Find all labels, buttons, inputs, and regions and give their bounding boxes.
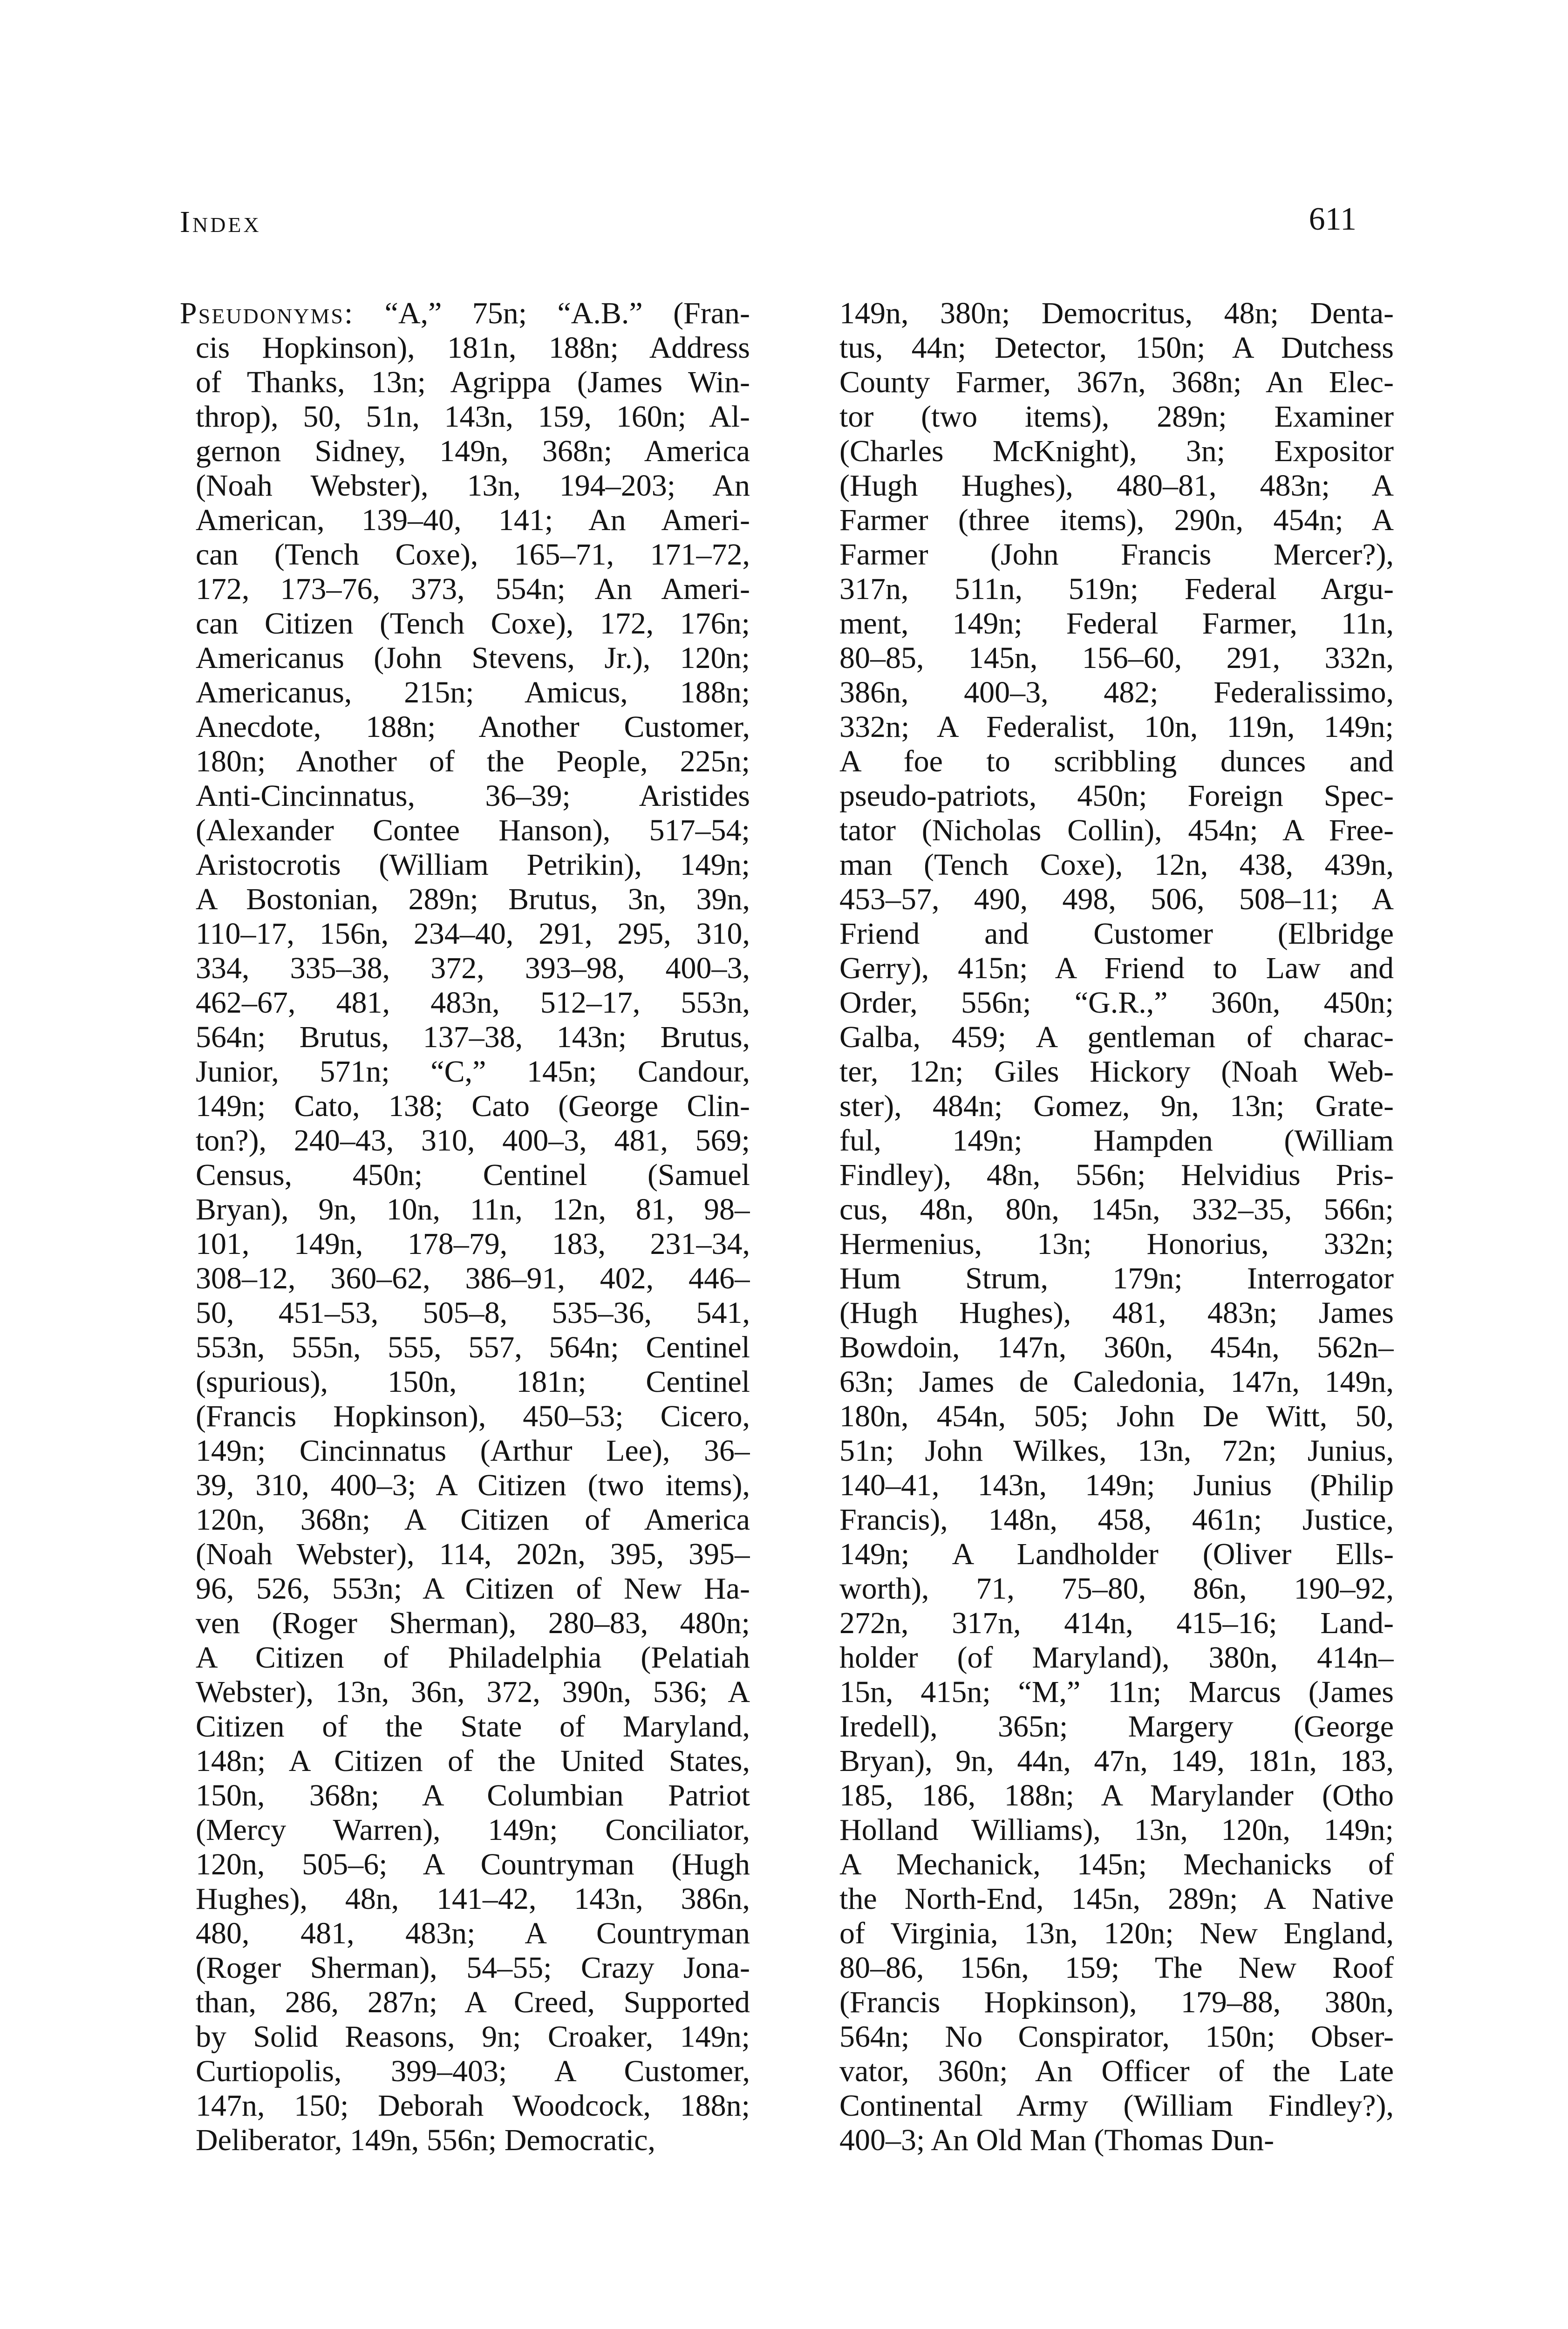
index-line: 147n, 150; Deborah Woodcock, 188n;	[196, 2089, 750, 2123]
entry-heading: Pseudonyms:	[180, 296, 355, 330]
index-column-left	[180, 296, 750, 2158]
index-line: Gerry), 415n; A Friend to Law and	[839, 951, 1394, 985]
index-line: (spurious), 150n, 181n; Centinel	[196, 1365, 750, 1399]
index-line: A Bostonian, 289n; Brutus, 3n, 39n,	[196, 882, 750, 916]
index-line: 149n, 380n; Democritus, 48n; Denta-	[839, 296, 1394, 330]
index-line: of Virginia, 13n, 120n; New England,	[839, 1916, 1394, 1950]
index-line: throp), 50, 51n, 143n, 159, 160n; Al-	[196, 400, 750, 434]
index-line	[180, 296, 750, 331]
index-line: (Charles McKnight), 3n; Expositor	[839, 434, 1394, 468]
index-line: worth), 71, 75–80, 86n, 190–92,	[839, 1572, 1394, 1606]
index-line: 80–86, 156n, 159; The New Roof	[839, 1951, 1394, 1985]
index-line: ter, 12n; Giles Hickory (Noah Web-	[839, 1055, 1394, 1089]
index-line: 149n; Cincinnatus (Arthur Lee), 36–	[196, 1434, 750, 1468]
index-line: Curtiopolis, 399–403; A Customer,	[196, 2054, 750, 2088]
index-line: Americanus, 215n; Amicus, 188n;	[196, 675, 750, 709]
index-line: Junior, 571n; “C,” 145n; Candour,	[196, 1055, 750, 1089]
index-line: American, 139–40, 141; An Ameri-	[196, 503, 750, 537]
index-line: 272n, 317n, 414n, 415–16; Land-	[839, 1606, 1394, 1640]
index-line: 101, 149n, 178–79, 183, 231–34,	[196, 1227, 750, 1261]
index-line: than, 286, 287n; A Creed, Supported	[196, 1985, 750, 2019]
index-line: 480, 481, 483n; A Countryman	[196, 1916, 750, 1950]
index-line: 564n; No Conspirator, 150n; Obser-	[839, 2020, 1394, 2054]
index-line: Americanus (John Stevens, Jr.), 120n;	[196, 641, 750, 675]
index-line: Friend and Customer (Elbridge	[839, 917, 1394, 951]
index-line: 308–12, 360–62, 386–91, 402, 446–	[196, 1261, 750, 1295]
index-line: 553n, 555n, 555, 557, 564n; Centinel	[196, 1330, 750, 1364]
index-line: ster), 484n; Gomez, 9n, 13n; Grate-	[839, 1089, 1394, 1123]
index-line: 110–17, 156n, 234–40, 291, 295, 310,	[196, 917, 750, 951]
index-line: ful, 149n; Hampden (William	[839, 1124, 1394, 1158]
index-line: 150n, 368n; A Columbian Patriot	[196, 1778, 750, 1812]
index-line: (Noah Webster), 114, 202n, 395, 395–	[196, 1537, 750, 1571]
index-line: 453–57, 490, 498, 506, 508–11; A	[839, 882, 1394, 916]
index-line: Farmer (three items), 290n, 454n; A	[839, 503, 1394, 537]
index-line: ven (Roger Sherman), 280–83, 480n;	[196, 1606, 750, 1640]
index-line: Holland Williams), 13n, 120n, 149n;	[839, 1813, 1394, 1847]
index-line: Francis), 148n, 458, 461n; Justice,	[839, 1503, 1394, 1537]
index-line: can Citizen (Tench Coxe), 172, 176n;	[196, 606, 750, 640]
index-line: 462–67, 481, 483n, 512–17, 553n,	[196, 986, 750, 1020]
index-line: (Hugh Hughes), 480–81, 483n; A	[839, 469, 1394, 503]
page-number: 611	[1309, 201, 1357, 237]
index-line: A foe to scribbling dunces and	[839, 744, 1394, 778]
index-line: 149n; A Landholder (Oliver Ells-	[839, 1537, 1394, 1571]
index-line: (Mercy Warren), 149n; Conciliator,	[196, 1813, 750, 1847]
index-line: 172, 173–76, 373, 554n; An Ameri-	[196, 572, 750, 606]
index-line: 386n, 400–3, 482; Federalissimo,	[839, 675, 1394, 709]
index-line: Farmer (John Francis Mercer?),	[839, 538, 1394, 572]
index-column-right	[839, 296, 1394, 2158]
index-line: Hermenius, 13n; Honorius, 332n;	[839, 1227, 1394, 1261]
index-line: 51n; John Wilkes, 13n, 72n; Junius,	[839, 1434, 1394, 1468]
index-line: Iredell), 365n; Margery (George	[839, 1709, 1394, 1743]
index-line: Continental Army (William Findley?),	[839, 2089, 1394, 2123]
index-line: Webster), 13n, 36n, 372, 390n, 536; A	[196, 1675, 750, 1709]
index-line: Aristocrotis (William Petrikin), 149n;	[196, 848, 750, 882]
index-line: tus, 44n; Detector, 150n; A Dutchess	[839, 331, 1394, 365]
index-line: 180n; Another of the People, 225n;	[196, 744, 750, 778]
index-line: holder (of Maryland), 380n, 414n–	[839, 1641, 1394, 1675]
index-line: 332n; A Federalist, 10n, 119n, 149n;	[839, 710, 1394, 744]
index-line: Galba, 459; A gentleman of charac-	[839, 1020, 1394, 1054]
index-line: Bryan), 9n, 44n, 47n, 149, 181n, 183,	[839, 1744, 1394, 1778]
index-line: Deliberator, 149n, 556n; Democratic,	[196, 2123, 656, 2157]
index-line: A Citizen of Philadelphia (Pelatiah	[196, 1641, 750, 1675]
index-line: 39, 310, 400–3; A Citizen (two items),	[196, 1468, 750, 1502]
index-line: ment, 149n; Federal Farmer, 11n,	[839, 606, 1394, 640]
index-line: (Hugh Hughes), 481, 483n; James	[839, 1296, 1394, 1330]
index-line: cis Hopkinson), 181n, 188n; Address	[196, 331, 750, 365]
index-line: gernon Sidney, 149n, 368n; America	[196, 434, 750, 468]
index-line: tor (two items), 289n; Examiner	[839, 400, 1394, 434]
index-line: Census, 450n; Centinel (Samuel	[196, 1158, 750, 1192]
index-line: 185, 186, 188n; A Marylander (Otho	[839, 1778, 1394, 1812]
index-line: 564n; Brutus, 137–38, 143n; Brutus,	[196, 1020, 750, 1054]
index-line: Bowdoin, 147n, 360n, 454n, 562n–	[839, 1330, 1394, 1364]
index-line: Findley), 48n, 556n; Helvidius Pris-	[839, 1158, 1394, 1192]
index-line: 180n, 454n, 505; John De Witt, 50,	[839, 1399, 1394, 1433]
index-line: the North-End, 145n, 289n; A Native	[839, 1882, 1394, 1916]
index-line: Anecdote, 188n; Another Customer,	[196, 710, 750, 744]
index-line: by Solid Reasons, 9n; Croaker, 149n;	[196, 2020, 750, 2054]
index-line: 148n; A Citizen of the United States,	[196, 1744, 750, 1778]
index-line: 15n, 415n; “M,” 11n; Marcus (James	[839, 1675, 1394, 1709]
index-line: 149n; Cato, 138; Cato (George Clin-	[196, 1089, 750, 1123]
index-line: Order, 556n; “G.R.,” 360n, 450n;	[839, 986, 1394, 1020]
index-line: 50, 451–53, 505–8, 535–36, 541,	[196, 1296, 750, 1330]
index-line: Hum Strum, 179n; Interrogator	[839, 1261, 1394, 1295]
index-line: (Francis Hopkinson), 179–88, 380n,	[839, 1985, 1394, 2019]
index-line: tator (Nicholas Collin), 454n; A Free-	[839, 813, 1394, 847]
index-line: County Farmer, 367n, 368n; An Elec-	[839, 365, 1394, 399]
index-line: 400–3; An Old Man (Thomas Dun-	[839, 2123, 1275, 2157]
index-line: (Francis Hopkinson), 450–53; Cicero,	[196, 1399, 750, 1433]
header-title: Index	[180, 205, 261, 239]
index-line: 96, 526, 553n; A Citizen of New Ha-	[196, 1572, 750, 1606]
index-line: 120n, 505–6; A Countryman (Hugh	[196, 1847, 750, 1881]
index-line: ton?), 240–43, 310, 400–3, 481, 569;	[196, 1124, 750, 1158]
index-line: 120n, 368n; A Citizen of America	[196, 1503, 750, 1537]
index-line: (Roger Sherman), 54–55; Crazy Jona-	[196, 1951, 750, 1985]
index-line: Anti-Cincinnatus, 36–39; Aristides	[196, 779, 750, 813]
index-line: 80–85, 145n, 156–60, 291, 332n,	[839, 641, 1394, 675]
index-line: A Mechanick, 145n; Mechanicks of	[839, 1847, 1394, 1881]
index-line: vator, 360n; An Officer of the Late	[839, 2054, 1394, 2088]
index-line: 63n; James de Caledonia, 147n, 149n,	[839, 1365, 1394, 1399]
index-line: man (Tench Coxe), 12n, 438, 439n,	[839, 848, 1394, 882]
index-line: 334, 335–38, 372, 393–98, 400–3,	[196, 951, 750, 985]
index-line: 140–41, 143n, 149n; Junius (Philip	[839, 1468, 1394, 1502]
index-line: Hughes), 48n, 141–42, 143n, 386n,	[196, 1882, 750, 1916]
index-line: Citizen of the State of Maryland,	[196, 1709, 750, 1743]
index-line-text: “A,” 75n; “A.B.” (Fran-	[354, 296, 750, 330]
index-line: (Alexander Contee Hanson), 517–54;	[196, 813, 750, 847]
index-line: can (Tench Coxe), 165–71, 171–72,	[196, 538, 750, 572]
index-line: cus, 48n, 80n, 145n, 332–35, 566n;	[839, 1192, 1394, 1226]
index-line: pseudo-patriots, 450n; Foreign Spec-	[839, 779, 1394, 813]
index-line: of Thanks, 13n; Agrippa (James Win-	[196, 365, 750, 399]
index-line: (Noah Webster), 13n, 194–203; An	[196, 469, 750, 503]
index-line: Bryan), 9n, 10n, 11n, 12n, 81, 98–	[196, 1192, 750, 1226]
index-line: 317n, 511n, 519n; Federal Argu-	[839, 572, 1394, 606]
